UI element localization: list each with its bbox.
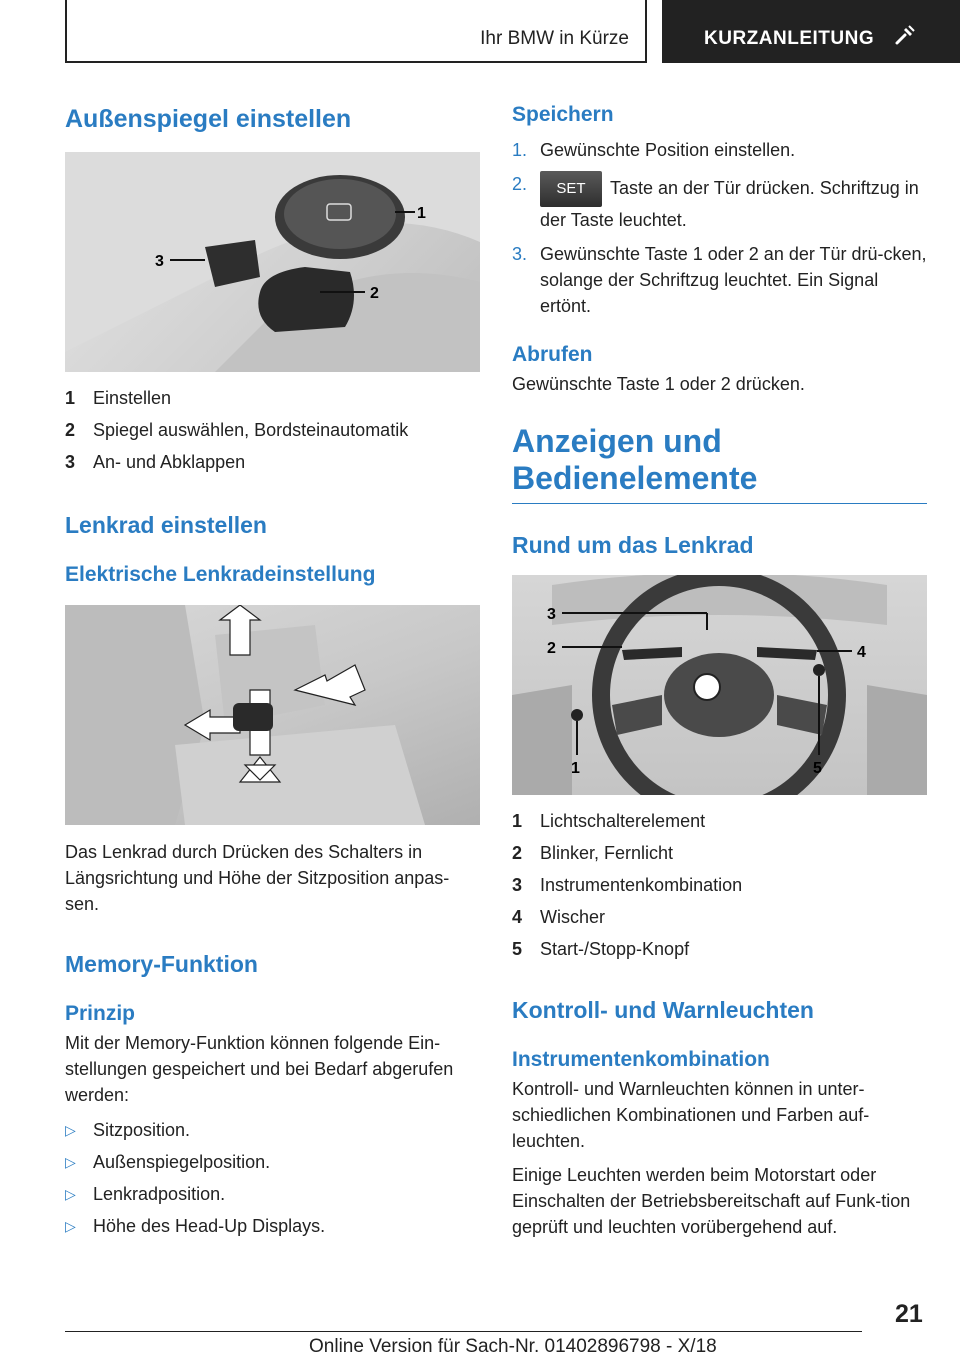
triangle-bullet-icon: ▷ — [65, 1218, 76, 1234]
mirror-controls-figure — [65, 152, 480, 372]
cluster-text-2: Einige Leuchten werden beim Motorstart oder Einschalten der Betriebsbereitschaft auf Funk-tion geprüft und leuchten vorübergehend auf. — [512, 1165, 911, 1237]
list-item: 3 Instrumentenkombination — [512, 875, 743, 895]
mirror-heading: Außenspiegel einstellen — [65, 105, 352, 133]
list-item: ▷ Außenspiegelposition. — [65, 1146, 480, 1178]
steering-heading: Lenkrad einstellen — [65, 512, 267, 538]
recall-heading: Abrufen — [512, 343, 593, 366]
footer-divider — [65, 1331, 862, 1332]
list-item: 3. Gewünschte Taste 1 oder 2 an der Tür drü-cken, solange der Schriftzug leuchtet. Ein Signal ertönt. — [512, 244, 927, 316]
list-item: 1 Einstellen — [65, 388, 172, 408]
set-button-icon: SET — [540, 171, 602, 207]
triangle-bullet-icon: ▷ — [65, 1154, 76, 1170]
list-item: 3 An- und Abklappen — [65, 452, 246, 472]
wheel-callout-1: 1 — [571, 760, 580, 777]
left-column — [65, 105, 480, 1242]
tools-icon — [894, 24, 916, 52]
right-column — [512, 103, 927, 1240]
list-item: 1. Gewünschte Position einstellen. — [512, 140, 796, 160]
wheel-callout-3: 3 — [547, 606, 556, 623]
header-section-title: Ihr BMW in Kürze — [480, 28, 629, 49]
wheel-callout-2: 2 — [547, 640, 556, 657]
cluster-text-1: Kontroll- und Warnleuchten können in unter-schiedlichen Kombinationen und Farben auf-leuchten. — [512, 1079, 870, 1151]
memory-bullet-list — [65, 1114, 480, 1242]
steering-adjust-figure — [65, 605, 480, 825]
wheel-heading: Rund um das Lenkrad — [512, 532, 754, 558]
list-item: ▷ Lenkradposition. — [65, 1178, 480, 1210]
mirror-legend — [65, 382, 480, 478]
mirror-callout-2: 2 — [370, 285, 379, 302]
principle-text: Mit der Memory-Funktion können folgende Ein-stellungen gespeichert und bei Bedarf abgerufen werden: — [65, 1033, 454, 1105]
triangle-bullet-icon: ▷ — [65, 1186, 76, 1202]
wheel-callout-5: 5 — [813, 760, 822, 777]
big-heading-line-1: Anzeigen und — [512, 423, 722, 459]
electric-steering-text: Das Lenkrad durch Drücken des Schalters in Längsrichtung und Höhe der Sitzposition anpas-sen. — [65, 842, 450, 914]
list-item: ▷ Sitzposition. — [65, 1114, 480, 1146]
list-item: 2 Blinker, Fernlicht — [512, 843, 674, 863]
page-number: 21 — [895, 1300, 923, 1328]
list-item: 2. SET Taste an der Tür drücken. Schriftzug in der Taste leuchtet. — [512, 171, 927, 233]
mirror-callout-3: 3 — [155, 253, 164, 270]
memory-heading: Memory-Funktion — [65, 951, 258, 977]
steering-wheel-figure — [512, 575, 927, 795]
header-chapter-box — [662, 0, 960, 63]
list-item: 5 Start-/Stopp-Knopf — [512, 939, 690, 959]
electric-steering-heading: Elektrische Lenkradeinstellung — [65, 563, 376, 586]
warning-lights-heading: Kontroll- und Warnleuchten — [512, 997, 814, 1023]
mirror-callout-1: 1 — [417, 205, 426, 222]
big-heading-line-2: Bedienelemente — [512, 460, 758, 496]
cluster-heading: Instrumentenkombination — [512, 1048, 770, 1071]
principle-heading: Prinzip — [65, 1002, 136, 1025]
list-item: 2 Spiegel auswählen, Bordsteinautomatik — [65, 420, 409, 440]
save-heading: Speichern — [512, 103, 614, 126]
big-heading-block — [512, 423, 927, 504]
list-item: 4 Wischer — [512, 907, 606, 927]
list-item: ▷ Höhe des Head-Up Displays. — [65, 1210, 480, 1242]
wheel-callout-4: 4 — [857, 644, 866, 661]
wheel-legend — [512, 805, 927, 965]
header-section-box — [65, 0, 647, 63]
triangle-bullet-icon: ▷ — [65, 1122, 76, 1138]
recall-text: Gewünschte Taste 1 oder 2 drücken. — [512, 374, 805, 394]
list-item: 1 Lichtschalterelement — [512, 811, 706, 831]
header-chapter-title: KURZANLEITUNG — [704, 28, 875, 49]
footer-online-version: Online Version für Sach-Nr. 01402896798 - X/18 — [309, 1336, 717, 1357]
